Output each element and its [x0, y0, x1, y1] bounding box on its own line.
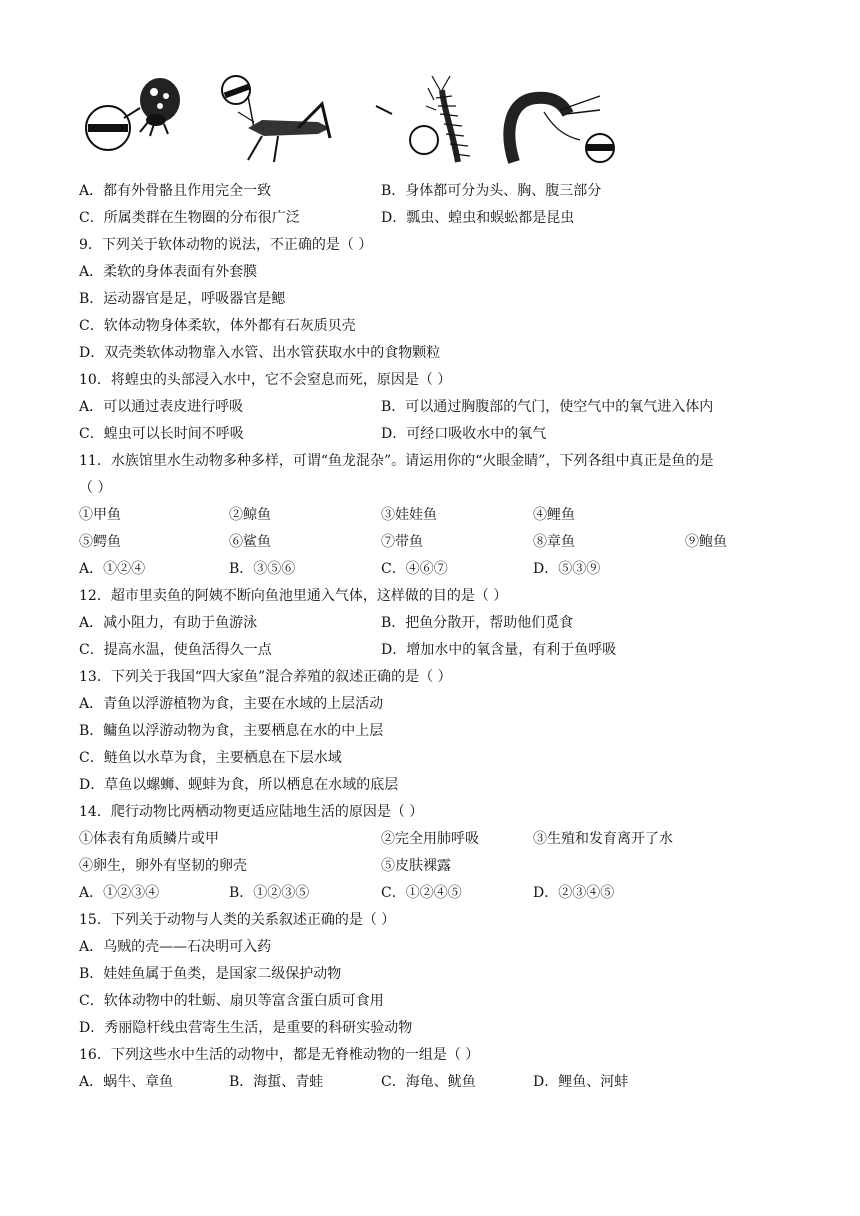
q10-option-b: B．可以通过胸腹部的气门，使空气中的氧气进入体内 — [381, 399, 714, 415]
q14-option-d: D．②③④⑤ — [533, 885, 615, 901]
q13-option-a: A．青鱼以浮游植物为食，主要在水域的上层活动 — [79, 696, 384, 712]
q9-option-d: D．双壳类软体动物靠入水管、出水管获取水中的食物颗粒 — [79, 345, 441, 361]
q11-item-9: ⑨鲍鱼 — [685, 534, 727, 550]
q15-option-a: A．乌贼的壳——石决明可入药 — [79, 939, 272, 955]
shrimp-figure — [500, 70, 620, 170]
q13-option-c: C．鲢鱼以水草为食，主要栖息在下层水域 — [79, 750, 342, 766]
q15-option-c: C．软体动物中的牡蛎、扇贝等富含蛋白质可食用 — [79, 993, 384, 1009]
q14-item-2: ②完全用肺呼吸 — [381, 831, 479, 847]
q15-option-d: D．秀丽隐杆线虫营寄生生活，是重要的科研实验动物 — [79, 1020, 413, 1036]
q9-stem: 9．下列关于软体动物的说法，不正确的是（ ） — [79, 237, 373, 253]
q11-option-c: C．④⑥⑦ — [381, 561, 448, 577]
q14-option-b: B．①②③⑤ — [229, 885, 310, 901]
q11-item-5: ⑤鳄鱼 — [79, 534, 121, 550]
q13-option-b: B．鳙鱼以浮游动物为食，主要栖息在水的中上层 — [79, 723, 384, 739]
q11-option-a: A．①②④ — [79, 561, 146, 577]
q13-stem: 13．下列关于我国“四大家鱼”混合养殖的叙述正确的是（ ） — [79, 669, 452, 685]
q16-stem: 16．下列这些水中生活的动物中，都是无脊椎动物的一组是（ ） — [79, 1047, 480, 1063]
q11-item-7: ⑦带鱼 — [381, 534, 423, 550]
q14-item-3: ③生殖和发育离开了水 — [533, 831, 673, 847]
q11-item-1: ①甲鱼 — [79, 507, 121, 523]
q16-option-c: C．海龟、鱿鱼 — [381, 1074, 476, 1090]
q11-item-2: ②鲸鱼 — [229, 507, 271, 523]
ladybug-figure — [80, 70, 190, 166]
q8-option-d: D．瓢虫、蝗虫和蜈蚣都是昆虫 — [381, 210, 575, 226]
q8-option-b: B．身体都可分为头、胸、腹三部分 — [381, 183, 602, 199]
q13-option-d: D．草鱼以螺蛳、蚬蚌为食，所以栖息在水域的底层 — [79, 777, 399, 793]
q15-stem: 15．下列关于动物与人类的关系叙述正确的是（ ） — [79, 912, 396, 928]
q8-option-a: A．都有外骨骼且作用完全一致 — [79, 183, 272, 199]
q16-option-a: A．蜗牛、章鱼 — [79, 1074, 174, 1090]
q16-option-d: D．鲤鱼、河蚌 — [533, 1074, 629, 1090]
q10-stem: 10．将蝗虫的头部浸入水中，它不会窒息而死，原因是（ ） — [79, 372, 452, 388]
q12-option-d: D．增加水中的氧含量，有利于鱼呼吸 — [381, 642, 617, 658]
locust-figure — [218, 70, 348, 166]
q12-option-c: C．提高水温，使鱼活得久一点 — [79, 642, 272, 658]
centipede-figure — [372, 70, 484, 170]
animal-figures-row — [80, 70, 620, 174]
q9-option-c: C．软体动物身体柔软，体外都有石灰质贝壳 — [79, 318, 356, 334]
q12-option-b: B．把鱼分散开，帮助他们觅食 — [381, 615, 574, 631]
q14-option-c: C．①②④⑤ — [381, 885, 462, 901]
q11-item-4: ④鲤鱼 — [533, 507, 575, 523]
q10-option-d: D．可经口吸收水中的氧气 — [381, 426, 547, 442]
q10-option-a: A．可以通过表皮进行呼吸 — [79, 399, 244, 415]
q11-option-b: B．③⑤⑥ — [229, 561, 296, 577]
q9-option-a: A．柔软的身体表面有外套膜 — [79, 264, 258, 280]
q11-item-6: ⑥鲨鱼 — [229, 534, 271, 550]
q16-option-b: B．海蜇、青蛙 — [229, 1074, 324, 1090]
q15-option-b: B．娃娃鱼属于鱼类，是国家二级保护动物 — [79, 966, 342, 982]
q11-item-3: ③娃娃鱼 — [381, 507, 437, 523]
q12-stem: 12．超市里卖鱼的阿姨不断向鱼池里通入气体，这样做的目的是（ ） — [79, 588, 508, 604]
q12-option-a: A．减小阻力，有助于鱼游泳 — [79, 615, 258, 631]
q11-stem: 11．水族馆里水生动物多种多样，可谓“鱼龙混杂”。请运用你的“火眼金睛”，下列各组中真正是鱼的是 — [79, 453, 714, 469]
q11-paren: （ ） — [79, 480, 112, 496]
q9-option-b: B．运动器官是足，呼吸器官是鳃 — [79, 291, 286, 307]
q10-option-c: C．蝗虫可以长时间不呼吸 — [79, 426, 244, 442]
q8-option-c: C．所属类群在生物圈的分布很广泛 — [79, 210, 300, 226]
q14-item-1: ①体表有角质鳞片或甲 — [79, 831, 219, 847]
q11-option-d: D．⑤③⑨ — [533, 561, 601, 577]
q11-item-8: ⑧章鱼 — [533, 534, 575, 550]
q14-item-5: ⑤皮肤裸露 — [381, 858, 451, 874]
q14-item-4: ④卵生，卵外有坚韧的卵壳 — [79, 858, 247, 874]
q14-stem: 14．爬行动物比两栖动物更适应陆地生活的原因是（ ） — [79, 804, 424, 820]
q14-option-a: A．①②③④ — [79, 885, 160, 901]
